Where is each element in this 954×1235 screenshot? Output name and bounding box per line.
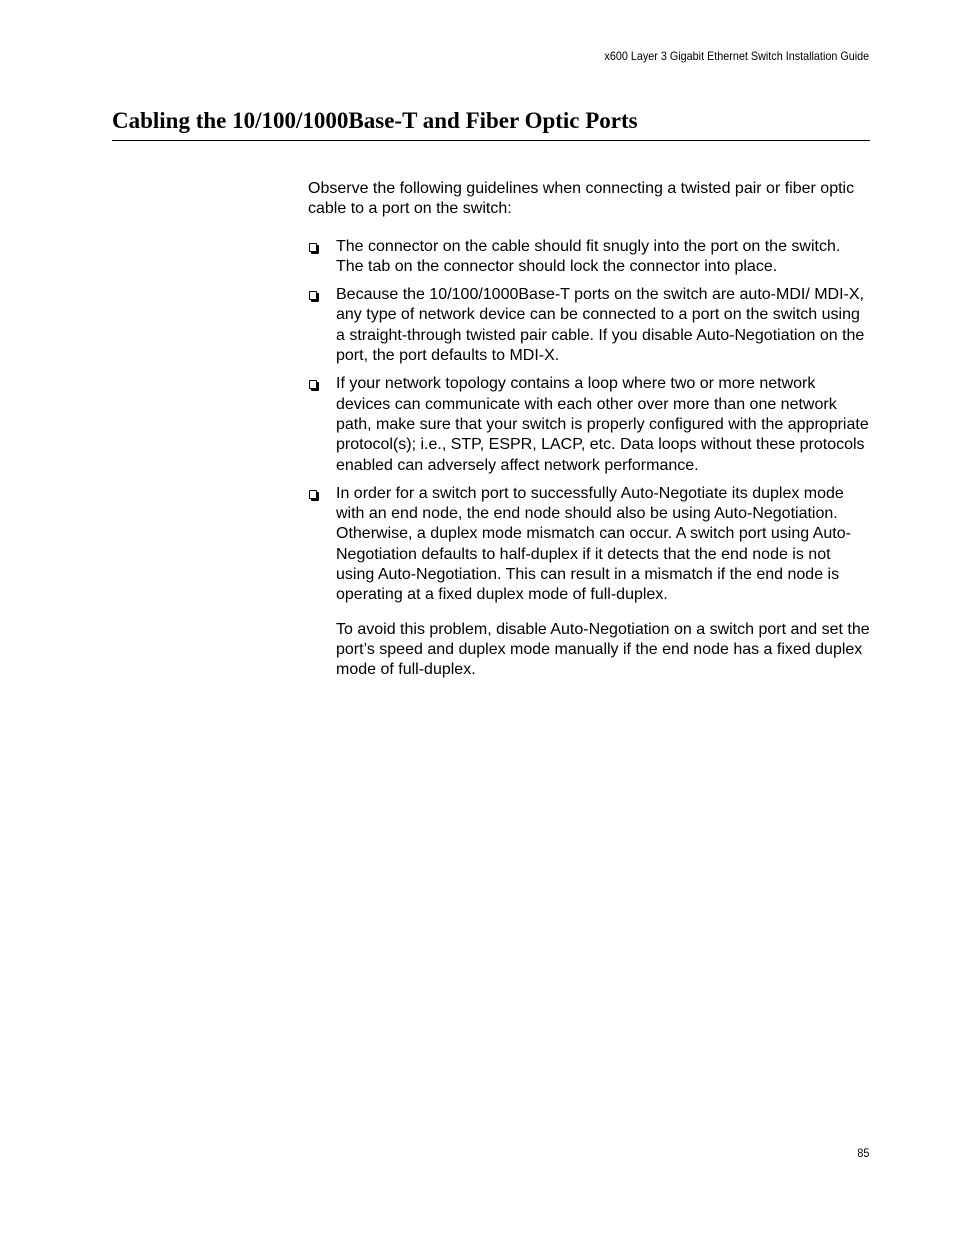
section-body [308, 179, 870, 681]
intro-paragraph: Observe the following guidelines when connecting a twisted pair or fiber optic cable to a port on the switch: [308, 180, 855, 218]
section-title: Cabling the 10/100/1000Base-T and Fiber Optic Ports [112, 106, 870, 141]
list-item [308, 484, 870, 606]
followup-paragraph: To avoid this problem, disable Auto-Negotiation on a switch port and set the port’s speed and duplex mode manually if the end node has a fixed duplex mode of full-duplex. [336, 620, 870, 679]
box-bullet-icon [309, 380, 317, 389]
running-header: x600 Layer 3 Gigabit Ethernet Switch Installation Guide [604, 49, 869, 63]
page-number: 85 [856, 1146, 869, 1160]
list-item [308, 374, 870, 475]
box-bullet-icon [309, 490, 317, 499]
list-item-text: The connector on the cable should fit snugly into the port on the switch. The tab on the connector should lock the connector into place. [336, 237, 841, 275]
list-item-text: In order for a switch port to successfully Auto-Negotiate its duplex mode with an end node, the end node should also be using Auto-Negotiation. Otherwise, a duplex mode mismatch can occur. A switch port using Auto-Negotiation defaults to half-duplex if it detects that the end node is not using Auto-Negotiation. This can result in a mismatch if the end node is operating at a fixed duplex mode of full-duplex. [336, 484, 851, 604]
box-bullet-icon [309, 291, 317, 300]
list-item-text: If your network topology contains a loop where two or more network devices can communicate with each other over more than one network path, make sure that your switch is properly configured with the appropriate protocol(s); i.e., STP, ESPR, LACP, etc. Data loops without these protocols enabled can adversely affect network performance. [336, 375, 869, 474]
list-item-text: Because the 10/100/1000Base-T ports on the switch are auto-MDI/ MDI-X, any type of network device can be connected to a port on the switch using a straight-through twisted pair cable. If you disable Auto-Negotiation on the port, the port defaults to MDI-X. [336, 286, 865, 365]
list-item [308, 237, 870, 278]
box-bullet-icon [309, 243, 317, 252]
list-item [308, 285, 870, 366]
guideline-list [308, 237, 870, 606]
